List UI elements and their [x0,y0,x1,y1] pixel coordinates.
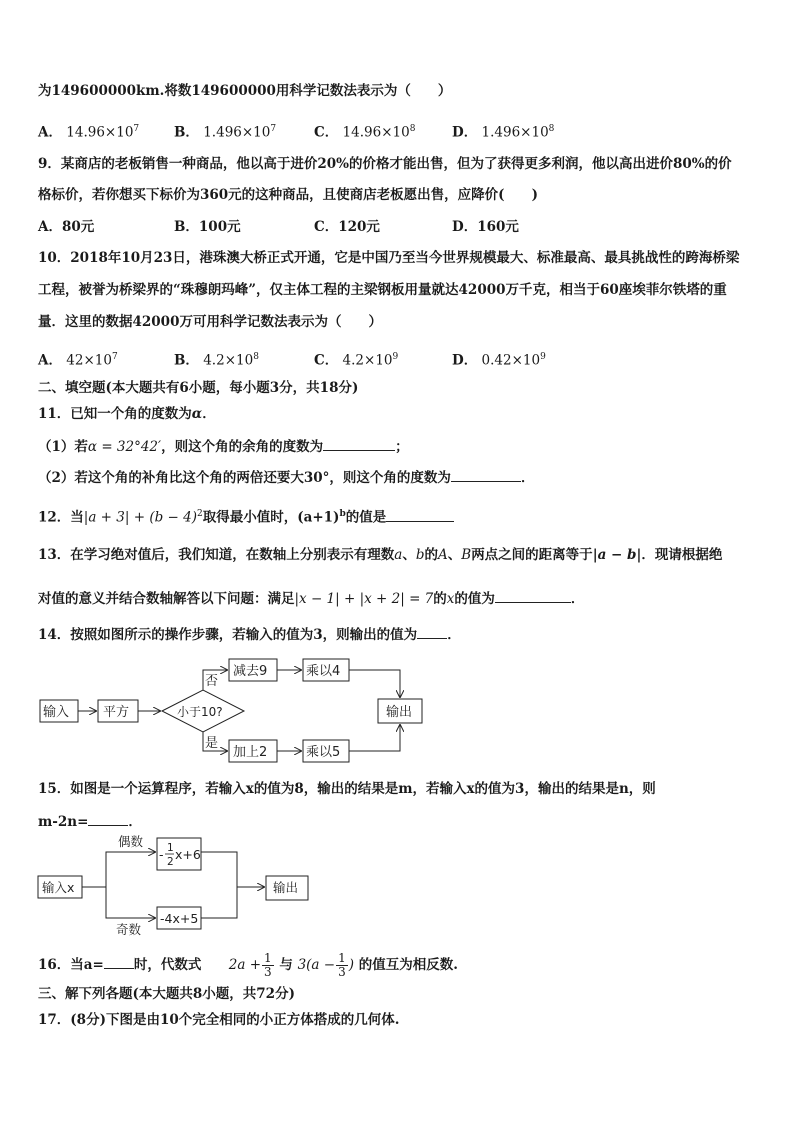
q12-stem: 12．当$|a + 3| + (b - 4)^2$取得最小值时，$(a+1)^b$的值是 [38,505,454,527]
q16-fraction-1: $\frac{1}{3}$ [264,951,272,979]
q10-line1: 10．2018年10月23日，港珠澳大桥正式开通，它是中国乃至当今世界规模最大、标准最高、最具挑战性的跨海桥梁 [38,250,740,266]
q14-stem: 14．按照如图所示的操作步骤，若输入的值为3，则输出的值为 ． [38,624,461,644]
q10-line3: 量．这里的数据42000万可用科学记数法表示为（ ） [38,314,382,330]
section-3-heading: 三、解下列各题(本大题共8小题，共72分) [38,986,295,1002]
flow-input-label: 输入 [43,705,70,720]
flow-times5-label: 乘以5 [306,745,341,760]
q15-line1: 15．如图是一个运算程序，若输入x的值为8，输出的结果是m，若输入x的值为3，输出的结果是n，则 [38,781,656,797]
q8-stem: 为149600000km.将数149600000用科学记数法表示为（ ） [38,83,452,99]
q9-option-a[interactable]: A．80元 [38,219,95,235]
section-2-heading: 二、填空题(本大题共有6小题，每小题3分，共18分) [38,380,359,396]
flow2-odd-expr: -4x+5 [160,911,199,926]
flow-plus2-label: 加上2 [233,745,268,760]
flow-yes-label: 是 [205,736,219,751]
q9-option-b[interactable]: B．100元 [174,219,241,235]
flow2-even-minus: - [159,847,164,862]
q11-part1: （1）若α = 32°42′，则这个角的余角的度数为 ； [38,436,409,456]
flow-square-label: 平方 [103,705,130,720]
q16-answer-blank[interactable] [104,954,134,969]
q8-option-b[interactable]: B． $1.496\times 10^7$ [174,124,277,141]
flow2-odd-label: 奇数 [116,922,142,937]
q8-option-c[interactable]: C． $14.96\times 10^8$ [314,124,416,141]
q10-option-a[interactable]: A． $42\times 10^7$ [38,352,118,369]
q16-stem: 16．当a= 时，代数式 2a + $\frac{1}{3}$ 与 3(a − $\frac{1}{3}$ ) 的值互为相反数. [38,951,458,979]
q11-part2: （2）若这个角的补角比这个角的两倍还要大30°，则这个角的度数为 ． [38,467,534,487]
flow2-output-label: 输出 [273,880,299,895]
flow2-even-rest: x+6 [175,847,201,862]
flow2-input-label: 输入x [42,880,75,895]
q8-option-d[interactable]: D． $1.496\times 10^8$ [452,124,555,141]
q9-line1: 9．某商店的老板销售一种商品，他以高于进价20%的价格才能出售，但为了获得更多利润，他以高出进价80%的价 [38,156,732,172]
q15-line2: m-2n= ． [38,811,142,831]
q9-option-d[interactable]: D．160元 [452,219,519,235]
q16-fraction-2: $\frac{1}{3}$ [338,951,346,979]
q13-line1: 13．在学习绝对值后，我们知道，在数轴上分别表示有理数a、b的A、B两点之间的距离等于|a − b|．现请根据绝 [38,547,723,563]
flow-times4-label: 乘以4 [306,664,341,679]
q15-answer-blank[interactable] [88,811,128,826]
q9-option-c[interactable]: C．120元 [314,219,380,235]
flow2-even-den: 2 [167,856,174,868]
flow-no-label: 否 [205,674,219,689]
flow2-even-num: 1 [167,842,174,854]
q10-option-b[interactable]: B． $4.2\times 10^8$ [174,352,259,369]
flow-output-label: 输出 [386,705,413,720]
q9-line2: 格标价，若你想买下标价为360元的这种商品，且使商店老板愿出售，应降价( ) [38,187,538,203]
q10-option-d[interactable]: D． $0.42\times 10^9$ [452,352,546,369]
flow2-even-label: 偶数 [118,834,144,849]
q10-line2: 工程，被誉为桥梁界的“珠穆朗玛峰”，仅主体工程的主梁钢板用量就达42000万千克，相当于60座埃菲尔铁塔的重 [38,282,727,298]
q11-stem: 11．已知一个角的度数为α． [38,406,216,422]
q8-option-a[interactable]: A． $14.96\times 10^7$ [38,124,140,141]
flow-minus9-label: 减去9 [233,664,268,679]
q10-option-c[interactable]: C． $4.2\times 10^9$ [314,352,399,369]
flow-condition-label: 小于10? [177,705,223,719]
q17-stem: 17．(8分)下图是由10个完全相同的小正方体搭成的几何体. [38,1012,400,1028]
q13-line2: 对值的意义并结合数轴解答以下问题：满足|x − 1| + |x + 2| = 7的x的值为 ． [38,588,584,608]
